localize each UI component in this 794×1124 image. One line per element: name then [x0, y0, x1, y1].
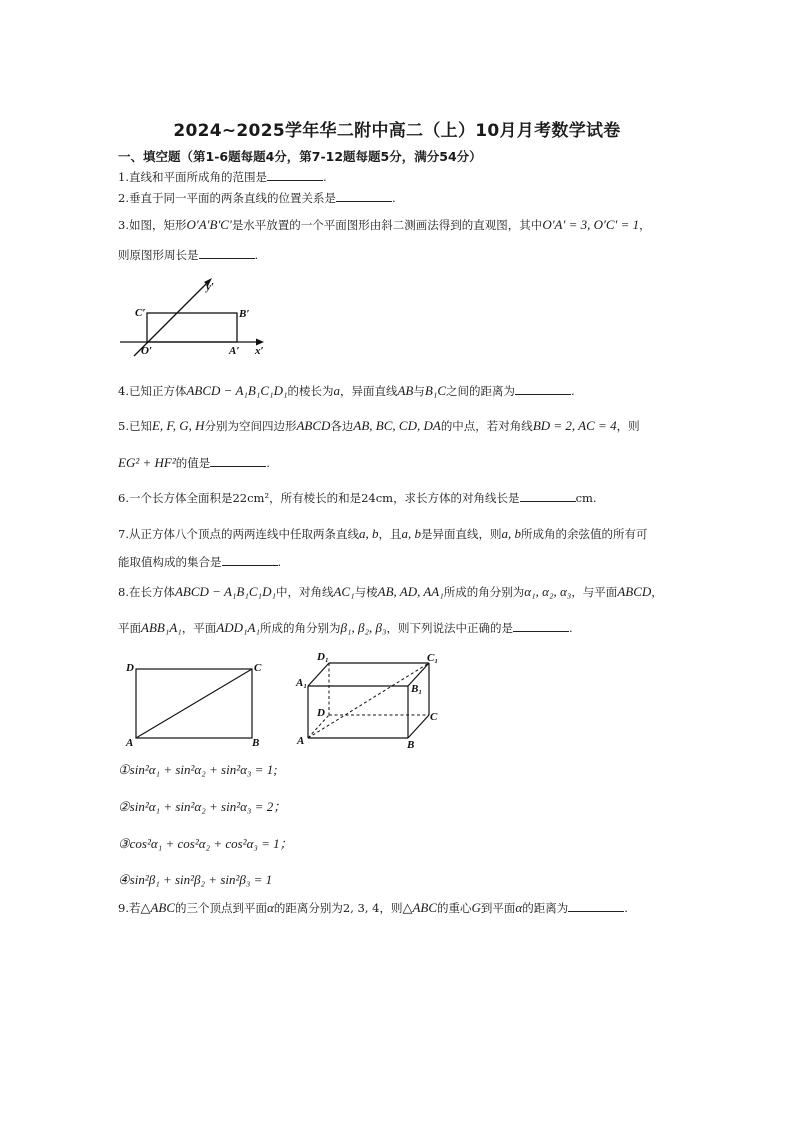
- answer-blank: [267, 169, 323, 181]
- question-3-line-2: 则原图形周长是 .: [118, 248, 259, 262]
- label-d: D: [126, 662, 134, 674]
- answer-blank: [520, 490, 576, 502]
- label-c-base: C: [430, 711, 438, 723]
- option-1: ①sin²α₁ + sin²α₂ + sin²α₃ = 1;: [118, 762, 278, 777]
- question-4: 4.已知正方体ABCD − A₁B₁C₁D₁的棱长为a，异面直线AB与B₁C之间的距离为 .: [118, 383, 575, 398]
- question-1: 1.直线和平面所成角的范围是 .: [118, 170, 327, 184]
- section-heading: 一、填空题（第1-6题每题4分，第7-12题每题5分，满分54分）: [118, 149, 482, 164]
- label-a1: A₁: [296, 677, 308, 689]
- answer-blank: [515, 383, 571, 395]
- answer-blank: [199, 247, 255, 259]
- page-title: 2024~2025学年华二附中高二（上）10月月考数学试卷: [173, 121, 621, 141]
- question-6: 6.一个长方体全面积是22cm²，所有棱长的和是24cm，求长方体的对角线长是 cm.: [118, 491, 597, 505]
- rectangle-abcd-figure: [122, 660, 272, 750]
- question-7-line-2: 能取值构成的集合是 .: [118, 555, 282, 569]
- question-7-line-1: 7.从正方体八个顶点的两两连线中任取两条直线a, b，且a, b是异面直线，则a, b所成角的余弦值的所有可: [118, 526, 648, 541]
- oblique-rectangle-figure: [118, 272, 278, 362]
- cuboid-figure: [294, 648, 454, 752]
- question-2: 2.垂直于同一平面的两条直线的位置关系是 .: [118, 191, 396, 205]
- label-a-base: A: [297, 735, 305, 747]
- label-a-prime: A′: [229, 345, 240, 357]
- label-b-prime: B′: [239, 308, 250, 320]
- question-8-line-2: 平面ABB₁A₁，平面ADD₁A₁所成的角分别为β₁, β₂, β₃，则下列说法中正确的是 .: [118, 620, 573, 635]
- answer-blank: [210, 455, 266, 467]
- label-d1: D₁: [317, 651, 329, 663]
- answer-blank: [336, 190, 392, 202]
- answer-blank: [513, 620, 569, 632]
- label-x-axis: x′: [255, 345, 264, 357]
- question-3-line-1: 3.如图，矩形O′A′B′C′是水平放置的一个平面图形由斜二测画法得到的直观图，其中O′A′ = 3, O′C′ = 1，: [118, 217, 651, 232]
- option-4: ④sin²β₁ + sin²β₂ + sin²β₃ = 1: [118, 872, 273, 887]
- label-b: B: [252, 737, 260, 749]
- answer-blank: [568, 900, 624, 912]
- label-o-prime: O′: [141, 345, 153, 357]
- label-y-axis: y′: [206, 281, 214, 293]
- label-a: A: [126, 737, 134, 749]
- label-d-base: D: [317, 707, 325, 719]
- label-c1: C₁: [427, 652, 439, 664]
- option-2: ②sin²α₁ + sin²α₂ + sin²α₃ = 2；: [118, 799, 287, 814]
- question-5-line-2: EG² + HF²的值是 .: [118, 455, 270, 470]
- label-b-base: B: [407, 739, 415, 751]
- label-b1: B₁: [411, 683, 423, 695]
- question-8-line-1: 8.在长方体ABCD − A₁B₁C₁D₁中，对角线AC₁与棱AB, AD, AA₁所成的角分别为α₁, α₂, α₃，与平面ABCD，: [118, 584, 663, 599]
- question-9: 9.若△ABC的三个顶点到平面α的距离分别为2, 3, 4，则△ABC的重心G到平面α的距离为 .: [118, 900, 628, 915]
- label-c-prime: C′: [135, 307, 146, 319]
- label-c: C: [254, 662, 262, 674]
- option-3: ③cos²α₁ + cos²α₂ + cos²α₃ = 1；: [118, 836, 293, 851]
- answer-blank: [222, 554, 278, 566]
- question-5-line-1: 5.已知E, F, G, H分别为空间四边形ABCD各边AB, BC, CD, DA的中点，若对角线BD = 2, AC = 4，则: [118, 418, 640, 433]
